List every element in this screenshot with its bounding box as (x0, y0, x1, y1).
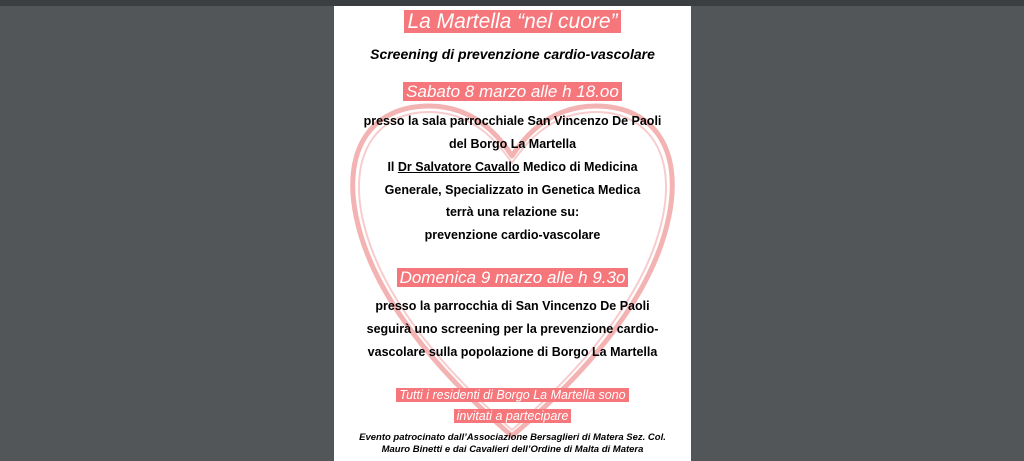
residents-text1: Tutti i residenti di Borgo La Martella sono (396, 388, 628, 402)
para1-line6: prevenzione cardio-vascolare (424, 228, 601, 242)
saturday-date: Sabato 8 marzo alle h 18.oo (403, 82, 622, 101)
event-title: La Martella “nel cuore” (404, 10, 620, 33)
para2-line3: vascolare sulla popolazione di Borgo La Martella (367, 345, 658, 359)
sunday-date: Domenica 9 marzo alle h 9.3o (397, 268, 629, 287)
event-subtitle: Screening di prevenzione cardio-vascolare (370, 46, 655, 62)
para1-line3-post: Medico di Medicina (519, 160, 638, 174)
sponsor-line2: Mauro Binetti e dai Cavalieri dell’Ordine di Malta di Matera (381, 444, 644, 455)
sponsor-line1: Evento patrocinato dall’Associazione Bersaglieri di Matera Sez. Col. (359, 432, 666, 443)
residents-text2: invitati a partecipare (454, 409, 572, 423)
residents-line2 (334, 407, 691, 425)
para2-line2: seguirà uno screening per la prevenzione cardio- (366, 322, 659, 336)
document-page (334, 6, 691, 461)
date1-line (334, 82, 691, 102)
para1-line4: Generale, Specializzato in Genetica Medica (384, 183, 641, 197)
para1-line2: del Borgo La Martella (448, 137, 577, 151)
para1-line3 (334, 160, 691, 174)
para1-line3-pre: Il (387, 160, 398, 174)
residents-line1 (334, 386, 691, 404)
para1-line5: terrà una relazione su: (445, 205, 580, 219)
title-line (334, 10, 691, 34)
para1-line1: presso la sala parrocchiale San Vincenzo De Paoli (363, 114, 662, 128)
doctor-name: Dr Salvatore Cavallo (397, 160, 520, 174)
date2-line (334, 268, 691, 288)
para2-line1: presso la parrocchia di San Vincenzo De Paoli (375, 299, 650, 313)
